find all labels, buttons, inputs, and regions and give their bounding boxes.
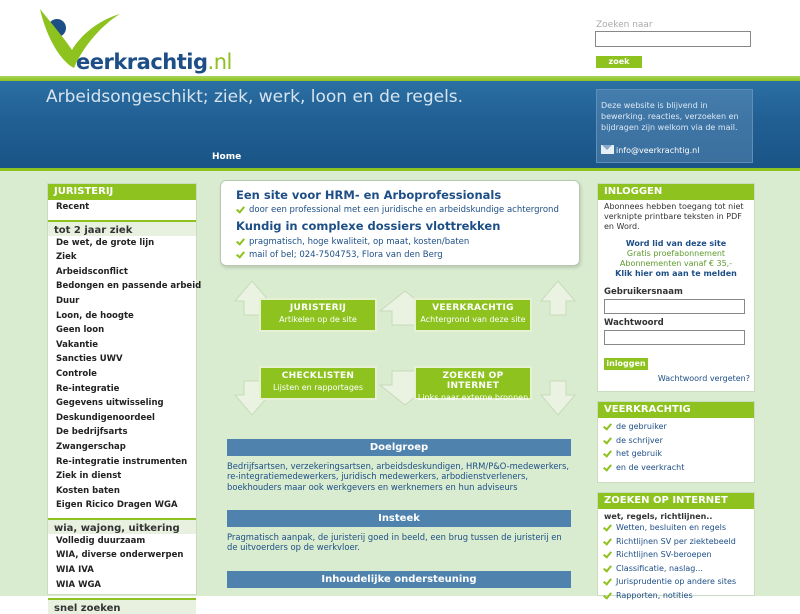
login-box [597,183,755,392]
sidebar-item-label[interactable]: Controle [56,368,97,379]
tile-juristerij-title: JURISTERIJ [289,303,347,313]
hero-line-3-text: mail of bel; 024-7504753, Flora van den Berg [249,250,443,260]
internet-link-label[interactable]: Wetten, besluiten en regels [616,523,727,532]
banner [0,81,800,168]
tile-veerkrachtig-title: VEERKRACHTIG [432,303,514,313]
sidebar-item-label[interactable]: WIA IVA [56,565,94,576]
tile-zoeken-sub: Links naar externe bronnen [417,393,529,402]
sidebar-heading-ziek: tot 2 jaar ziek [48,220,196,236]
veerkrachtig-link-label[interactable]: en de veerkracht [616,462,685,472]
tile-zoeken-internet[interactable] [414,366,532,400]
check-icon [604,590,614,598]
sidebar-item[interactable] [48,236,196,251]
sidebar-item[interactable] [48,455,196,470]
hero-line-3 [237,249,443,260]
check-icon [604,421,614,429]
section-doelgroep-text: Bedrijfsartsen, verzekeringsartsen, arbeidsdeskundigen, HRM/P&O-medewerkers, re-integratiemedewerkers, juridisch medewerkers, arbodienstverleners, boekhouders maar ook werkgevers en werknemers en hun adviseurs [227,461,570,492]
sidebar-item-label[interactable]: Re-integratie instrumenten [56,456,188,467]
sidebar-item[interactable] [48,396,196,411]
veerkrachtig-link[interactable] [598,434,754,448]
internet-link-label[interactable]: Rapporten, notities [616,590,693,600]
sidebar-item-label[interactable]: Deskundigenoordeel [56,412,155,423]
check-icon [604,549,614,557]
sidebar-item-label[interactable]: De bedrijfsarts [56,427,128,438]
sidebar-item[interactable] [48,563,196,578]
tile-veerkrachtig-sub: Achtergrond van deze site [420,315,526,324]
veerkrachtig-link-label[interactable]: de schrijver [616,435,663,445]
sidebar-item[interactable] [48,352,196,367]
sidebar-item-label[interactable]: WIA WGA [56,579,102,590]
check-icon [604,448,614,456]
sidebar-item[interactable] [48,338,196,353]
internet-search-list [598,521,754,602]
check-icon [604,563,614,571]
sidebar-item-label[interactable]: Ziek in dienst [56,471,122,482]
sidebar-item[interactable] [48,279,202,294]
internet-link-label[interactable]: Richtlijnen SV-beroepen [616,550,712,559]
internet-link[interactable] [598,575,754,589]
internet-link[interactable] [598,562,754,576]
veerkrachtig-heading: VEERKRACHTIG [598,402,754,418]
email-link[interactable] [601,145,699,156]
envelope-icon [601,145,614,154]
sidebar-item-label[interactable]: Ziek [56,252,77,263]
sidebar-item[interactable] [48,323,196,338]
sidebar-item-label[interactable]: Geen loon [56,325,105,336]
hero-subtitle: Kundig in complexe dossiers vlottrekken [236,219,501,233]
veerkrachtig-box [597,401,755,483]
sidebar-item-label[interactable]: WIA, diverse onderwerpen [56,550,184,561]
sidebar-item-label[interactable]: Eigen Ricico Dragen WGA [56,500,178,511]
section-insteek-text: Pragmatisch aanpak, de juristerij goed in beeld, een brug tussen de juristerij en de uitvoerders op de werkvloer. [227,532,562,553]
login-heading: INLOGGEN [598,184,754,200]
password-label: Wachtwoord [604,318,664,328]
veerkrachtig-list [598,420,754,474]
forgot-password-link[interactable]: Wachtwoord vergeten? [657,374,750,383]
sidebar-item[interactable] [48,469,196,484]
section-insteek-title: Insteek [227,510,571,527]
tile-checklisten-title: CHECKLISTEN [281,371,355,381]
sidebar-item[interactable] [48,498,196,513]
sidebar-heading-snel-zoeken: snel zoeken [48,598,196,614]
hero-line-1-text: door een professional met een juridische en arbeidskundige achtergrond [249,205,559,215]
sidebar-heading-wia: wia, wajong, uitkering [48,518,196,534]
hero-title: Een site voor HRM- en Arboprofessionals [236,188,502,202]
sidebar-item[interactable] [48,534,196,549]
check-icon [604,536,614,544]
section-doelgroep-title: Doelgroep [227,439,571,456]
tile-veerkrachtig[interactable] [414,298,532,332]
sidebar-item-recent[interactable]: Recent [56,202,90,212]
sidebar-item[interactable] [48,294,196,309]
login-button[interactable]: inloggen [604,358,648,370]
check-icon [604,576,614,584]
sidebar-heading-juristerij: JURISTERIJ [48,184,196,200]
password-input[interactable] [604,330,745,345]
hero-line-2-text: pragmatisch, hoge kwaliteit, op maat, kosten/baten [249,237,470,247]
logo-text [76,50,232,74]
sidebar-item[interactable] [48,411,196,426]
search-input[interactable] [595,31,751,47]
internet-search-box [597,492,755,600]
sidebar-item[interactable] [48,484,196,499]
left-sidebar [47,183,202,614]
tile-juristerij-sub: Artikelen op de site [279,315,357,324]
sidebar-item[interactable] [48,578,196,593]
internet-link-label[interactable]: Jurisprudentie op andere sites [616,577,737,586]
check-icon [237,204,247,212]
search-label: Zoeken naar [596,20,653,30]
member-link[interactable]: Word lid van deze site [625,239,727,248]
search-button[interactable]: zoek [596,56,642,68]
sidebar-item-label[interactable]: Bedongen en passende arbeid [56,281,202,292]
sidebar-item-label[interactable]: Kosten baten [56,485,120,496]
veerkrachtig-link[interactable] [598,420,754,434]
sidebar-item-label[interactable]: Gegevens uitwisseling [56,398,164,409]
internet-link-label[interactable]: Classificatie, naslag... [616,563,703,573]
veerkrachtig-link[interactable] [598,447,754,461]
hero-box [220,180,580,266]
tile-checklisten-sub: Lijsten en rapportages [272,383,363,392]
sidebar-item[interactable] [48,309,196,324]
sidebar-item[interactable] [48,250,196,265]
sidebar-item-label[interactable]: Duur [56,295,80,306]
sidebar-list-wia [48,534,196,592]
username-label: Gebruikersnaam [604,287,683,297]
internet-link[interactable] [598,535,754,549]
internet-search-subtitle: wet, regels, richtlijnen.. [604,512,713,521]
check-icon [604,462,614,470]
sidebar-item-label[interactable]: De wet, de grote lijn [56,237,155,248]
subscriptions-text: Abonnementen vanaf € 35,- [619,259,733,268]
username-input[interactable] [604,299,745,314]
check-icon [604,522,614,530]
sidebar-item-label[interactable]: Loon, de hoogte [56,310,134,321]
hero-line-1 [237,204,559,215]
sidebar-item-label[interactable]: Volledig duurzaam [56,535,146,546]
tile-zoeken-title: ZOEKEN OP INTERNET [442,371,504,391]
sidebar-item-label[interactable]: Zwangerschap [56,441,126,452]
banner-title: Arbeidsongeschikt; ziek, werk, loon en de regels. [46,87,464,107]
internet-link-label[interactable]: Richtlijnen SV per ziektebeeld [616,536,736,546]
sidebar-item-label[interactable]: Vakantie [56,339,99,350]
notice-box [596,89,753,163]
notice-text: Deze website is blijvend in bewerking. reacties, verzoeken en bijdragen zijn welkom via de mail. [601,101,739,132]
check-icon [237,236,247,244]
internet-search-heading: ZOEKEN OP INTERNET [598,493,754,509]
veerkrachtig-link-label[interactable]: het gebruik [616,449,662,458]
check-icon [237,249,247,257]
sidebar-item[interactable] [48,425,196,440]
sidebar-list-ziek [48,236,202,513]
nav-home[interactable]: Home [212,152,242,162]
internet-link[interactable] [598,589,754,603]
section-ondersteuning-title: Inhoudelijke ondersteuning [227,571,571,588]
site-header [0,0,800,76]
sidebar-item-label[interactable]: Re-integratie [56,383,120,394]
sidebar-item-label[interactable]: Arbeidsconflict [56,266,128,277]
internet-link[interactable] [598,548,754,562]
veerkrachtig-link[interactable] [598,461,754,475]
logo-tld: .nl [207,50,232,74]
sidebar-item[interactable] [48,440,196,455]
trial-text: Gratis proefabonnement [626,249,726,258]
email-text[interactable]: info@veerkrachtig.nl [616,146,700,155]
logo[interactable] [38,6,232,76]
veerkrachtig-link-label[interactable]: de gebruiker [616,422,667,431]
hero-line-2 [237,236,469,247]
sidebar-item[interactable] [48,548,196,563]
sidebar-item[interactable] [48,265,196,280]
sidebar-item[interactable] [48,367,196,382]
login-info: Abonnees hebben toegang tot niet verknipte printbare teksten in PDF en Word. [604,202,744,231]
check-icon [604,435,614,443]
tile-juristerij[interactable] [259,298,377,332]
sidebar-item[interactable] [48,382,196,397]
tile-checklisten[interactable] [259,366,377,400]
sidebar-item-label[interactable]: Sancties UWV [56,354,123,365]
internet-link[interactable] [598,521,754,535]
signup-link[interactable]: Klik hier om aan te melden [615,269,737,278]
logo-main: eerkrachtig [76,50,208,74]
